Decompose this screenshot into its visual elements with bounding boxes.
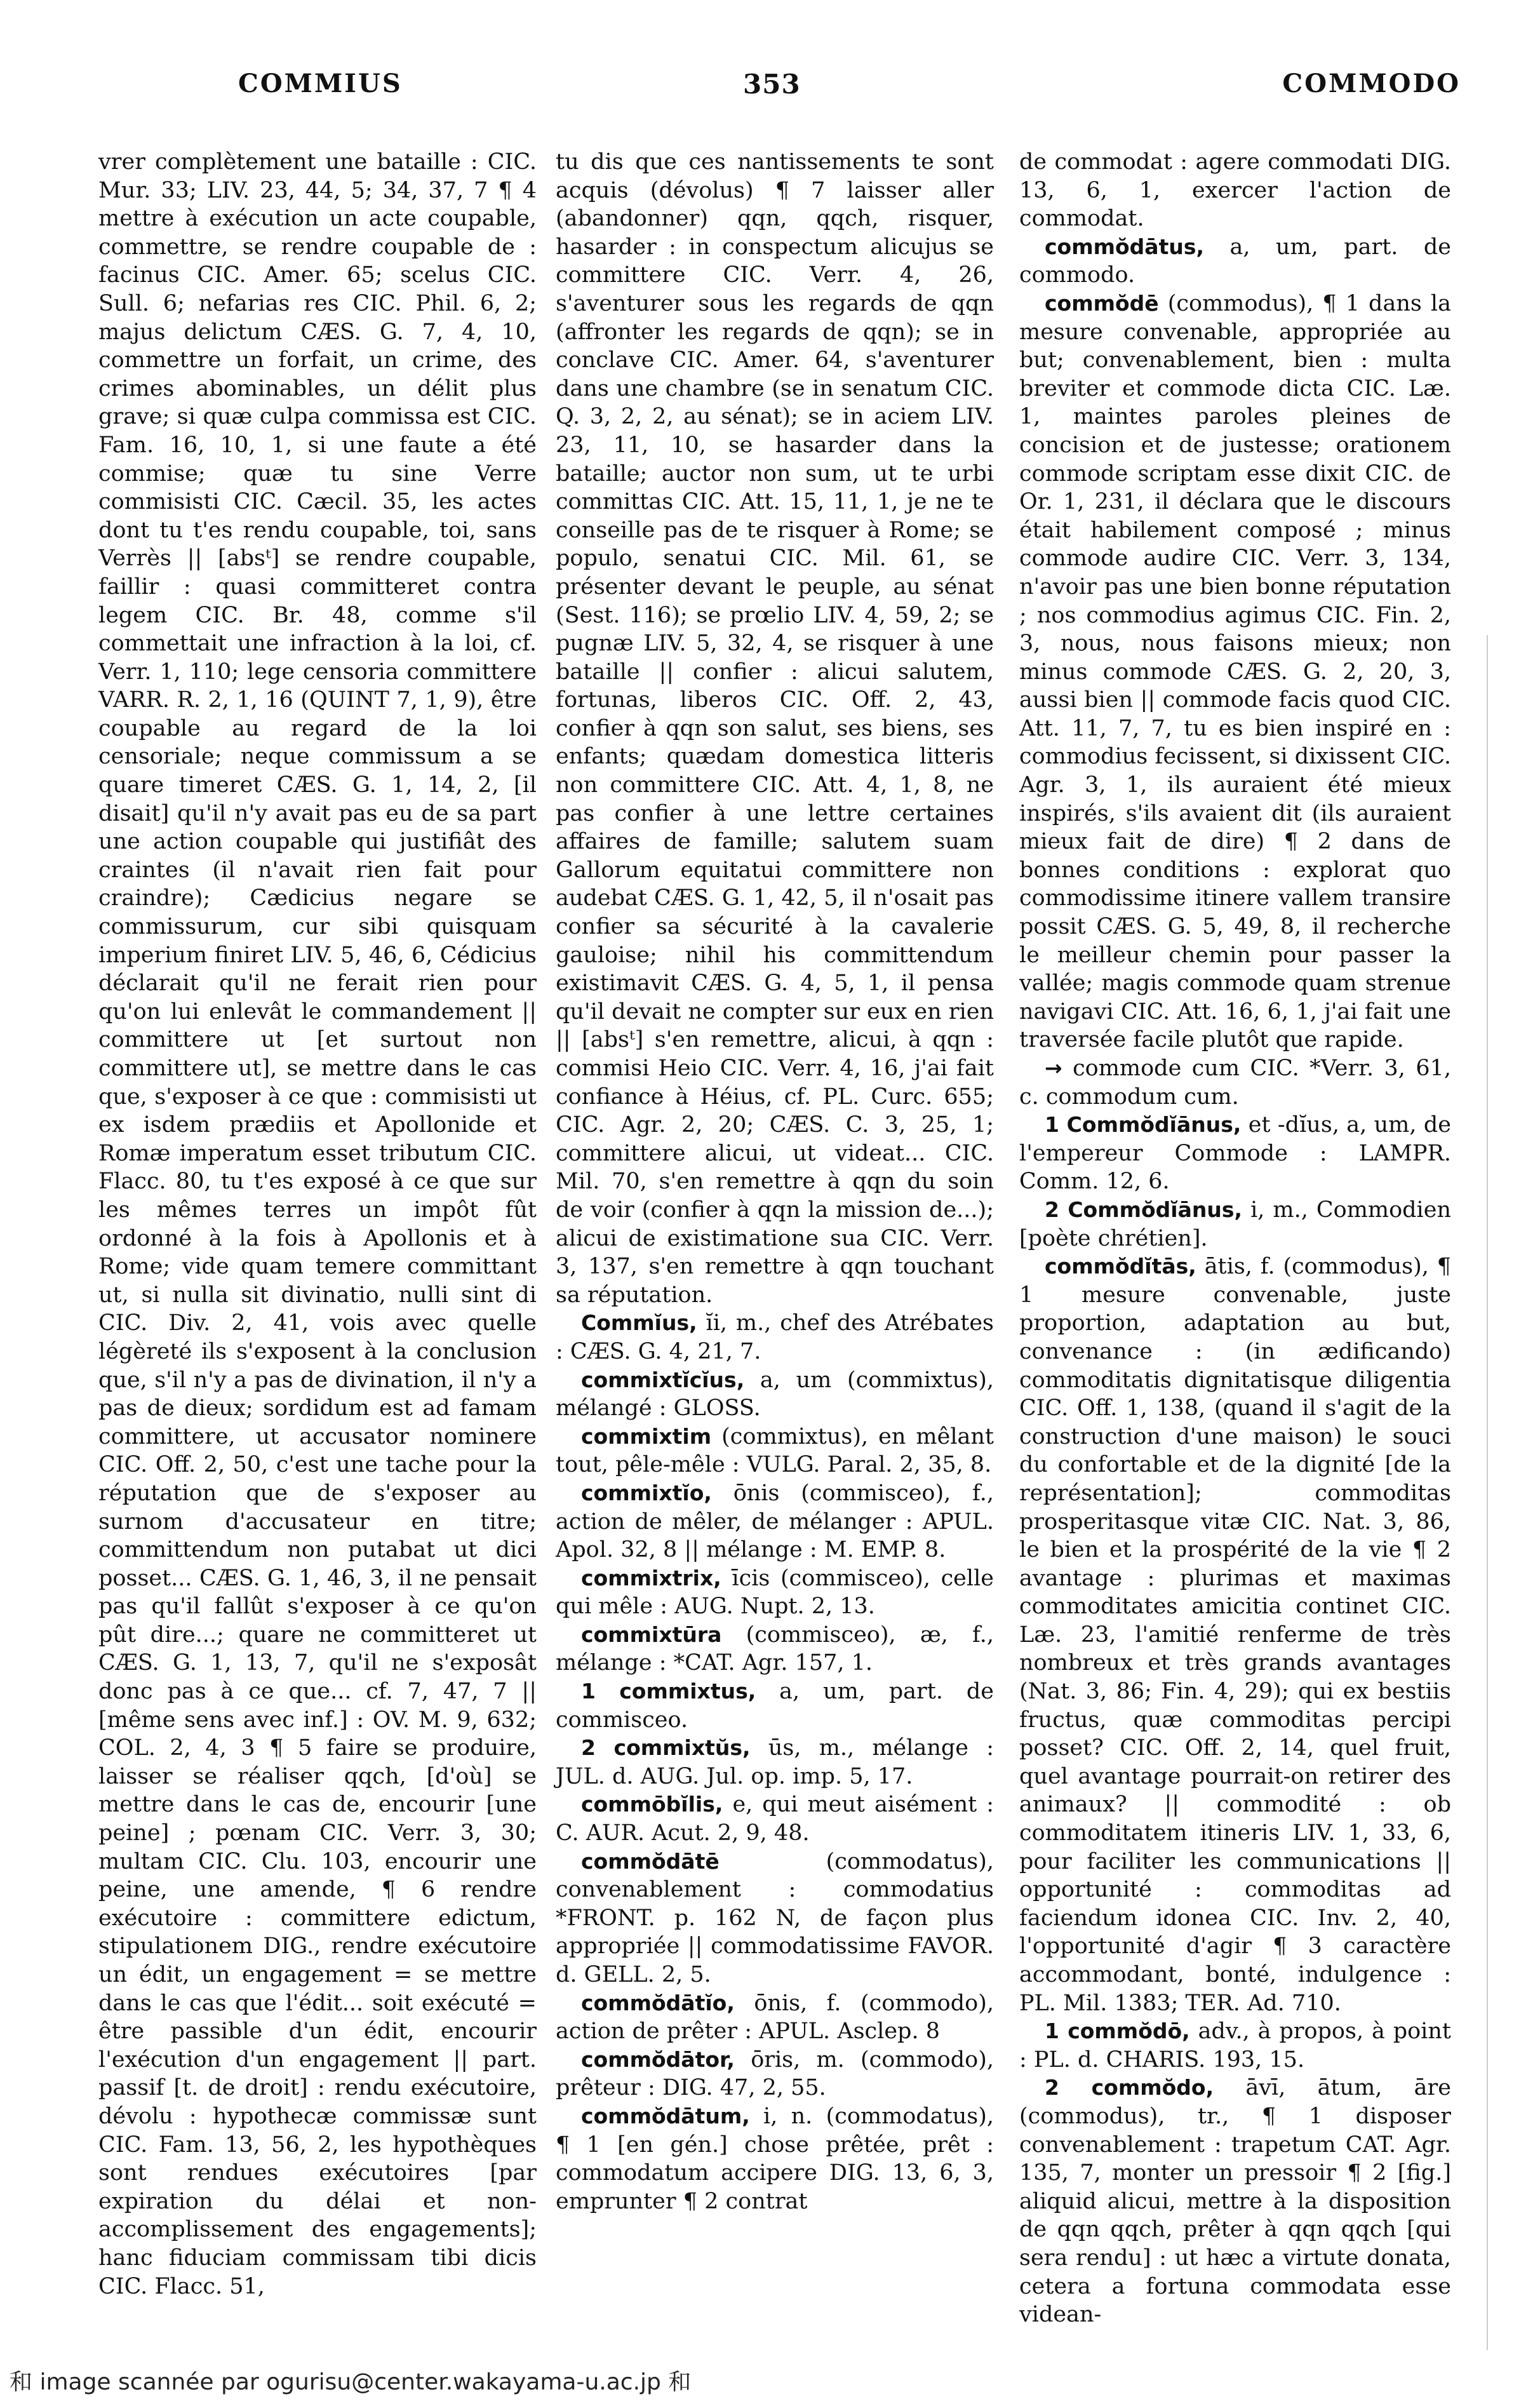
column-2-continuation: tu dis que ces nantissements te sont acquis (dévolus) ¶ 7 laisser aller (abandonner) qqn, qqch, risquer, hasarder : in conspectum alicujus se committere CIC. Verr. 4, 26, s'aventurer sous les regards de qqn (affronter les regards de qqn); se in conclave CIC. Amer. 64, s'aventurer dans une chambre (se in senatum CIC. Q. 3, 2, 2, au sénat); se in aciem LIV. 23, 11, 10, se hasarder dans la bataille; auctor non sum, ut te urbi committas CIC. Att. 15, 11, 1, je ne te conseille pas de te risquer à Rome; se populo, senatui CIC. Mil. 61, se présenter devant le peuple, au sénat (Sest. 116); se prœlio LIV. 4, 59, 2; se pugnæ LIV. 5, 32, 4, se risquer à une bataille || confier : alicui salutem, fortunas, liberos CIC. Off. 2, 43, confier à qqn son salut, ses biens, ses enfants; quædam domestica litteris non committere CIC. Att. 4, 1, 8, ne pas confier à une lettre certaines affaires de famille; salutem suam Gallorum equitatui committere non audebat CÆS. G. 1, 42, 5, il n'osait pas confier sa sécurité à la cavalerie gauloise; nihil his committendum existimavit CÆS. G. 4, 5, 1, il pensa qu'il devait ne compter sur eux en rien || [absᵗ] s'en remettre, alicui, à qqn : commisi Heio CIC. Verr. 4, 16, j'ai fait confiance à Héius, cf. PL. Curc. 655; CIC. Agr. 2, 20; CÆS. C. 3, 25, 1; committere alicui, ut videat... CIC. Mil. 70, s'en remettre à qqn du soin de voir (confier à qqn la mission de...); alicui de existimatione sua CIC. Verr. 3, 137, s'en remettre à qqn touchant sa réputation. bbox=[556, 149, 994, 1308]
entry-headword: commixtĭcĭus, bbox=[581, 1367, 745, 1392]
dictionary-entry bbox=[1019, 1196, 1451, 1253]
entry-definition: et -dĭus, a, um, de l'empereur Commode : LAMPR. Comm. 12, 6. bbox=[1019, 1112, 1451, 1195]
column-2 bbox=[556, 148, 994, 2215]
entry-headword: commōbĭlis, bbox=[581, 1792, 723, 1817]
column-3 bbox=[1019, 148, 1451, 2329]
column-1-text: vrer complètement une bataille : CIC. Mur. 33; LIV. 23, 44, 5; 34, 37, 7 ¶ 4 mettre à exécution un acte coupable, commettre, se rendre coupable de : facinus CIC. Amer. 65; scelus CIC. Sull. 6; nefarias res CIC. Phil. 6, 2; majus delictum CÆS. G. 7, 4, 10, commettre un forfait, un crime, des crimes abominables, un délit plus grave; si quæ culpa commissa est CIC. Fam. 16, 10, 1, si une faute a été commise; quæ tu sine Verre commisisti CIC. Cæcil. 35, les actes dont tu t'es rendu coupable, toi, sans Verrès || [absᵗ] se rendre coupable, faillir : quasi committeret contra legem CIC. Br. 48, comme s'il commettait une infraction à la loi, cf. Verr. 1, 110; lege censoria committere VARR. R. 2, 1, 16 (QUINT 7, 1, 9), être coupable au regard de la loi censoriale; neque commissum a se quare timeret CÆS. G. 1, 14, 2, [il disait] qu'il n'y avait pas eu de sa part une action coupable qui justifiât des craintes (il n'avait rien fait pour craindre); Cædicius negare se commissurum, cur sibi quisquam imperium finiret LIV. 5, 46, 6, Cédicius déclarait qu'il ne ferait rien pour qu'on lui enlevât le commandement || committere ut [et surtout non committere ut], se mettre dans le cas que, s'exposer à ce que : commisisti ut ex isdem prædiis et Apollonide et Romæ imperatum esset tributum CIC. Flacc. 80, tu t'es exposé à ce que sur les mêmes terres un impôt fût ordonné à la fois à Apollonis et à Rome; vide quam temere committant ut, si nulla sit divinatio, nulli sint di CIC. Div. 2, 41, vois avec quelle légèreté ils s'exposent à la conclusion que, s'il n'y a pas de divination, il n'y a pas de dieux; sordidum est ad famam committere, ut accusator nominere CIC. Off. 2, 50, c'est une tache pour la réputation que de s'exposer au surnom d'accusateur en titre; committendum non putabat ut dici posset... CÆS. G. 1, 46, 3, il ne pensait pas qu'il fallût s'exposer à ce qu'on pût dire...; quare ne committeret ut CÆS. G. 1, 13, 7, qu'il ne s'exposât donc pas à ce que... cf. 7, 47, 7 || [même sens avec inf.] : OV. M. 9, 632; COL. 2, 4, 3 ¶ 5 faire se produire, laisser se réaliser qqch, [d'où] se mettre dans le cas de, encourir [une peine] ; pœnam CIC. Verr. 3, 30; multam CIC. Clu. 103, encourir une peine, une amende, ¶ 6 rendre exécutoire : committere edictum, stipulationem DIG., rendre exécutoire un édit, un engagement = se mettre dans le cas que l'édit... soit exécuté = être passible d'un édit, encourir l'exécution d'un engagement || part. passif [t. de droit] : rendu exécutoire, dévolu : hypothecæ commissæ sunt CIC. Fam. 13, 56, 2, les hypothèques sont rendues exécutoires [par expiration du délai et non-accomplissement des engagements]; hanc fiduciam commissam tibi dicis CIC. Flacc. 51, bbox=[98, 149, 537, 2299]
entry-definition: (commisceo), æ, f., mélange : *CAT. Agr. 157, 1. bbox=[556, 1622, 994, 1676]
dictionary-entry bbox=[556, 1791, 994, 1847]
column-3-entries bbox=[1019, 233, 1451, 2329]
scan-edge-line bbox=[1487, 635, 1488, 2350]
entry-definition: e, qui meut aisément : C. AUR. Acut. 2, 9, 48. bbox=[556, 1792, 994, 1846]
entry-definition: a, um, part. de commodo. bbox=[1019, 234, 1451, 288]
entry-headword: commŏdātum, bbox=[581, 2103, 750, 2128]
entry-definition: i, m., Commodien [poète chrétien]. bbox=[1019, 1197, 1451, 1251]
entry-headword: 2 commŏdo, bbox=[1045, 2075, 1214, 2100]
dictionary-entry bbox=[1019, 290, 1451, 1054]
dictionary-entry bbox=[556, 1423, 994, 1479]
dictionary-entry bbox=[556, 1848, 994, 1989]
entry-definition: (commodatus), convenablement : commodatius *FRONT. p. 162 N, de façon plus appropriée || commodatissime FAVOR. d. GELL. 2, 5. bbox=[556, 1848, 994, 1987]
entry-headword: commŏdĭtās, bbox=[1045, 1254, 1196, 1279]
dictionary-entry bbox=[556, 1621, 994, 1677]
entry-definition: i, n. (commodatus), ¶ 1 [en gén.] chose prêtée, prêt : commodatum accipere DIG. 13, 6, 3, emprunter ¶ 2 contrat bbox=[556, 2103, 994, 2214]
entry-headword: commixtim bbox=[581, 1423, 712, 1449]
dictionary-entry bbox=[1019, 1054, 1451, 1111]
entry-headword: Commĭus, bbox=[581, 1310, 697, 1336]
entry-definition: ōris, m. (commodo), prêteur : DIG. 47, 2, 55. bbox=[556, 2046, 994, 2101]
entry-definition: a, um, part. de commisceo. bbox=[556, 1679, 994, 1733]
dictionary-entry bbox=[556, 1309, 994, 1366]
dictionary-entry bbox=[1019, 1253, 1451, 2017]
entry-definition: commode cum CIC. *Verr. 3, 61, c. commodum cum. bbox=[1019, 1056, 1451, 1110]
entry-definition: āvī, ātum, āre (commodus), tr., ¶ 1 disposer convenablement : trapetum CAT. Agr. 135, 7, monter un pressoir ¶ 2 [fig.] aliquid alicui, mettre à la disposition de qqn qqch, prêter à qqn qqch [qui sera rendu] : ut hæc a virtute donata, cetera a fortuna commodata esse videan- bbox=[1019, 2075, 1451, 2328]
dictionary-entry bbox=[1019, 2074, 1451, 2329]
entry-definition: (commixtus), en mêlant tout, pêle-mêle : VULG. Paral. 2, 35, 8. bbox=[556, 1423, 994, 1478]
entry-headword: 1 commŏdō, bbox=[1045, 2019, 1190, 2044]
dictionary-entry bbox=[556, 1677, 994, 1734]
dictionary-entry bbox=[556, 2102, 994, 2215]
entry-headword: 1 Commŏdĭānus, bbox=[1045, 1112, 1242, 1138]
entry-definition: (commodus), ¶ 1 dans la mesure convenable, appropriée au but; convenablement, bien : multa breviter et commode dicta CIC. Læ. 1, maintes paroles pleines de concision et de justesse; orationem commode scriptam esse dixit CIC. de Or. 1, 231, il déclara que le discours était habilement composé ; minus commode audire CIC. Verr. 3, 134, n'avoir pas une bien bonne réputation ; nos commodius agimus CIC. Fin. 2, 3, nous, nous faisons mieux; non minus commode CÆS. G. 2, 20, 3, aussi bien || commode facis quod CIC. Att. 11, 7, 7, tu es bien inspiré en : commodius fecissent, si dixissent CIC. Agr. 3, 1, ils auraient été mieux inspirés, s'ils avaient dit (ils auraient mieux fait de dire) ¶ 2 dans de bonnes conditions : explorat quo commodissime itinere vallem transire possit CÆS. G. 5, 49, 8, il recherche le meilleur chemin pour passer la vallée; magis commode quam strenue navigavi CIC. Att. 16, 6, 1, j'ai fait une traversée facile plutôt que rapide. bbox=[1019, 290, 1451, 1053]
entry-headword: 2 commixtŭs, bbox=[581, 1735, 751, 1761]
entry-headword: → bbox=[1045, 1056, 1062, 1080]
dictionary-entry bbox=[1019, 1111, 1451, 1196]
dictionary-entry bbox=[1019, 2017, 1451, 2074]
entry-headword: commŏdē bbox=[1045, 290, 1159, 316]
dictionary-entry bbox=[556, 1564, 994, 1621]
entry-definition: ĭi, m., chef des Atrébates : CÆS. G. 4, 21, 7. bbox=[556, 1310, 994, 1364]
scan-credit-footer: 和 image scannée par ogurisu@center.wakayama-u.ac.jp 和 bbox=[10, 2369, 692, 2395]
dictionary-entry bbox=[556, 1479, 994, 1564]
entry-headword: commixtĭo, bbox=[581, 1480, 712, 1505]
page-header bbox=[95, 69, 1461, 126]
entry-headword: 1 commixtus, bbox=[581, 1679, 756, 1704]
entry-headword: commixtūra bbox=[581, 1622, 722, 1647]
entry-headword: 2 Commŏdĭānus, bbox=[1045, 1197, 1243, 1222]
dictionary-entry bbox=[556, 1734, 994, 1791]
dictionary-entry bbox=[1019, 233, 1451, 290]
column-1 bbox=[98, 148, 537, 2301]
entry-headword: commixtrix, bbox=[581, 1565, 721, 1590]
entry-headword: commŏdātĭo, bbox=[581, 1990, 735, 2015]
entry-definition: adv., à propos, à point : PL. d. CHARIS. 193, 15. bbox=[1019, 2019, 1451, 2073]
entry-definition: ōnis, f. (commodo), action de prêter : APUL. Asclep. 8 bbox=[556, 1990, 994, 2045]
entry-definition: īcis (commisceo), celle qui mêle : AUG. Nupt. 2, 13. bbox=[556, 1565, 994, 1620]
entry-headword: commŏdātē bbox=[581, 1848, 720, 1874]
entry-headword: commŏdātus, bbox=[1045, 234, 1205, 259]
running-head-left: COMMIUS bbox=[238, 69, 403, 98]
dictionary-entry bbox=[556, 2046, 994, 2102]
running-head-right: COMMODO bbox=[1282, 69, 1461, 98]
dictionary-entry bbox=[556, 1366, 994, 1423]
entry-definition: ūs, m., mélange : JUL. d. AUG. Jul. op. imp. 5, 17. bbox=[556, 1735, 994, 1789]
column-2-entries bbox=[556, 1309, 994, 2215]
page-number: 353 bbox=[743, 69, 801, 100]
entry-definition: ōnis (commisceo), f., action de mêler, de mélanger : APUL. Apol. 32, 8 || mélange : M. EMP. 8. bbox=[556, 1480, 994, 1563]
entry-definition: a, um (commixtus), mélangé : GLOSS. bbox=[556, 1367, 994, 1421]
dictionary-entry bbox=[556, 1989, 994, 2046]
entry-definition: ātis, f. (commodus), ¶ 1 mesure convenable, juste proportion, adaptation au but, convenance : (in ædificando) commoditatis dignitatisque diligentia CIC. Off. 1, 138, (quand il s'agit de la construction d'une maison) le souci du confortable et de la dignité [de la représentation]; commoditas prosperitasque vitæ CIC. Nat. 3, 86, le bien et la prospérité de la vie ¶ 2 avantage : plurimas et maximas commoditates amicitia continet CIC. Læ. 23, l'amitié renferme de très nombreux et très grands avantages (Nat. 3, 86; Fin. 4, 29); qui ex bestiis fructus, quæ commoditas percipi posset? CIC. Off. 2, 14, quel fruit, quel avantage pourrait-on retirer des animaux? || commodité : ob commoditatem itineris LIV. 1, 33, 6, pour faciliter les communications || opportunité : commoditas ad faciendum idonea CIC. Inv. 2, 40, l'opportunité d'agir ¶ 3 caractère accommodant, bonté, indulgence : PL. Mil. 1383; TER. Ad. 710. bbox=[1019, 1254, 1451, 2016]
entry-headword: commŏdātor, bbox=[581, 2046, 735, 2072]
column-3-continuation: de commodat : agere commodati DIG. 13, 6, 1, exercer l'action de commodat. bbox=[1019, 149, 1451, 232]
